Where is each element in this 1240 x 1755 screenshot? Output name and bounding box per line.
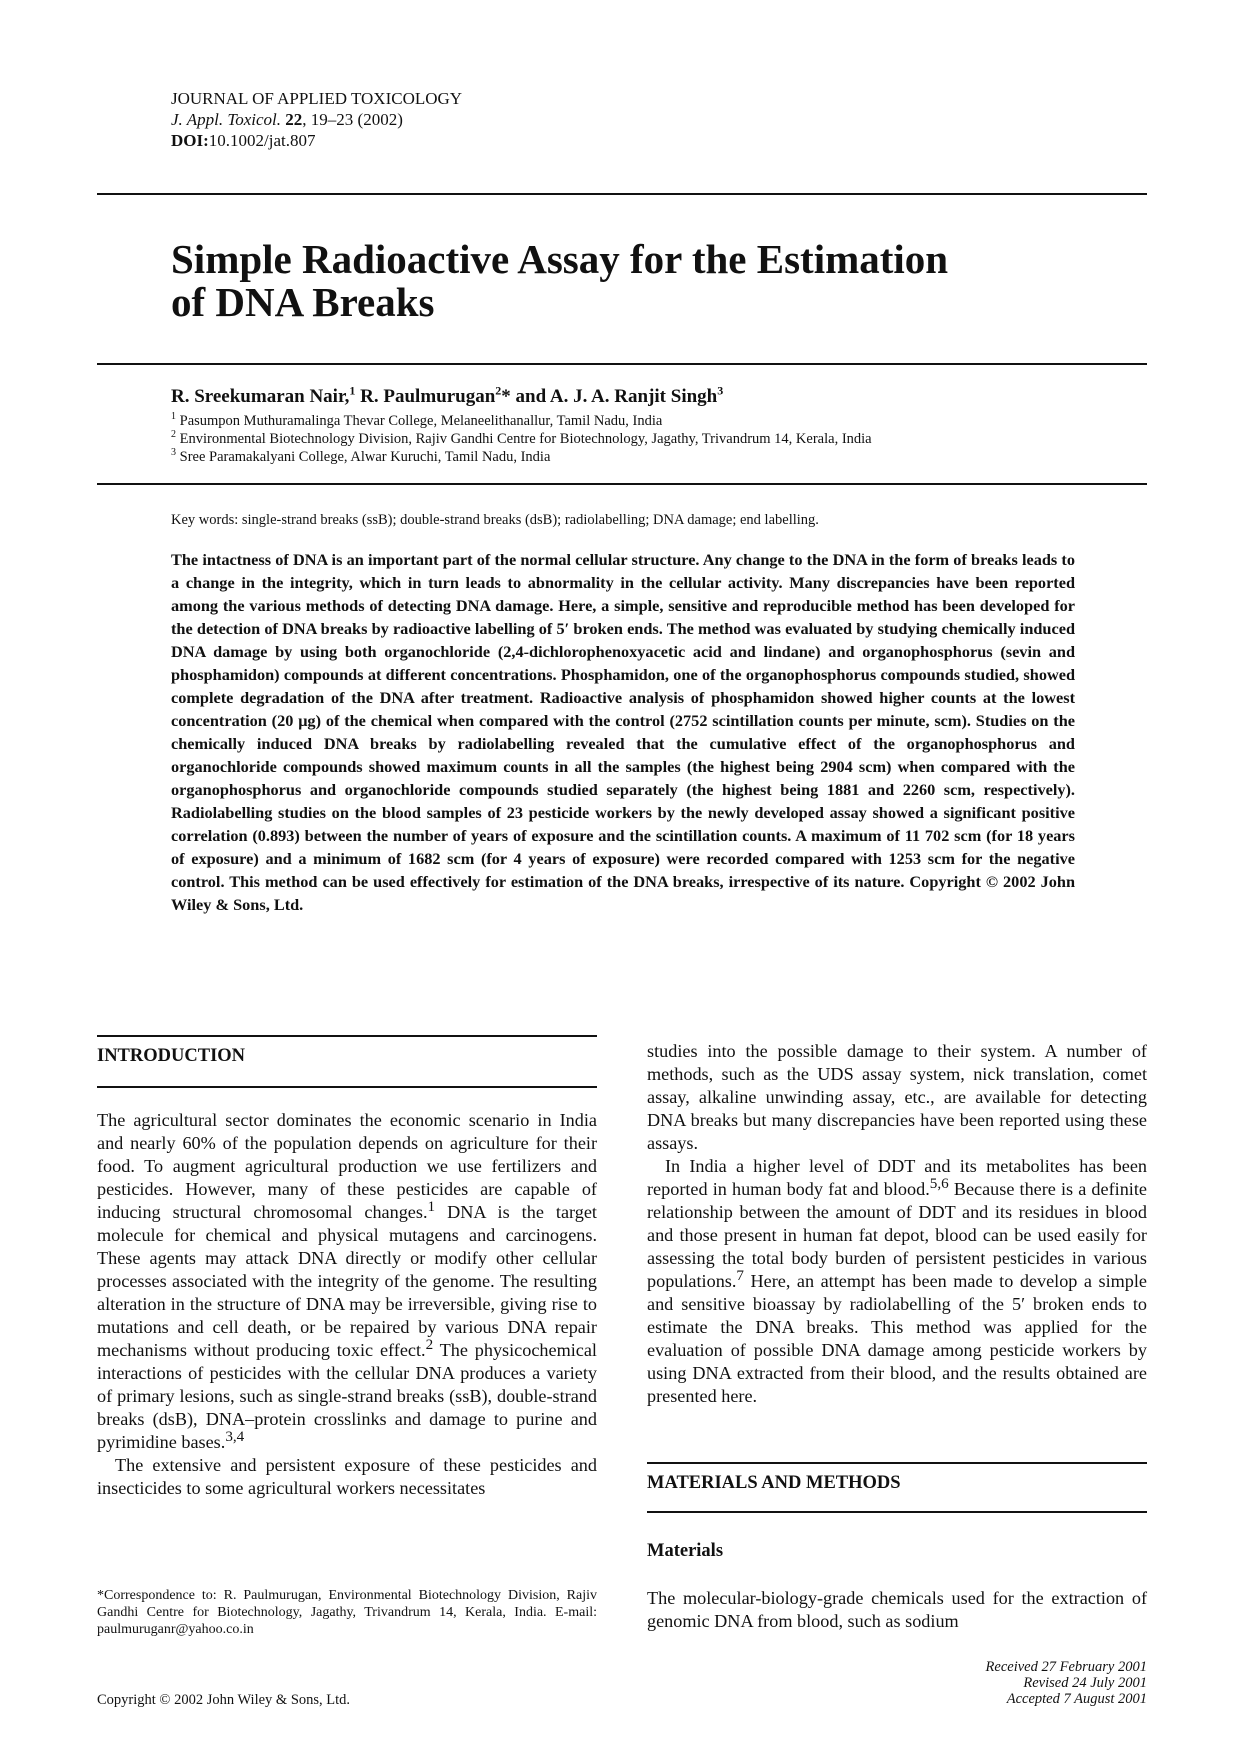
materials-heading: Materials — [647, 1541, 724, 1561]
methods-rule-top — [647, 1462, 1147, 1464]
materials-paragraph: The molecular-biology-grade chemicals used for the extraction of genomic DNA from blood, such as sodium — [647, 1588, 1147, 1631]
author-name: R. Paulmurugan — [355, 386, 496, 407]
introduction-heading: INTRODUCTION — [97, 1046, 246, 1066]
journal-doi: DOI:10.1002/jat.807 — [171, 131, 316, 150]
intro-paragraph-1: The agricultural sector dominates the economic scenario in India and nearly 60% of the population depends on agriculture for their food. To augment agricultural production we use fertilizers and pesticides. However, many of these pesticides are capable of inducing structural chromosomal changes.$^1$ DNA is the target molecule for chemical and physical mutagens and carcinogens. These agents may attack DNA directly or modify other cellular processes associated with the integrity of the genome. The resulting alteration in the structure of DNA may be irreversible, giving rise to mutations and cell death, or be repaired by various DNA repair mechanisms without producing toxic effect.$^2$ The physicochemical interactions of pesticides with the cellular DNA produces a variety of primary lesions, such as single-strand breaks (ssB), double-strand breaks (dsB), DNA–protein crosslinks and damage to purine and pyrimidine bases.$^{3,4}$ — [97, 1110, 597, 1452]
title-rule — [97, 363, 1147, 365]
revised-date: Revised 24 July 2001 — [1023, 1675, 1147, 1691]
received-date: Received 27 February 2001 — [985, 1659, 1147, 1675]
author-name: R. Sreekumaran Nair, — [171, 386, 350, 407]
abstract: The intactness of DNA is an important part of the normal cellular structure. Any change to the DNA in the form of breaks leads to a change in the integrity, which in turn leads to abnormality in the cellular activity. Many discrepancies have been reported among the various methods of detecting DNA damage. Here, a simple, sensitive and reproducible method has been developed for the detection of DNA breaks by radioactive labelling of 5′ broken ends. The method was evaluated by studying chemically induced DNA damage by using both organochloride (2,4-dichlorophenoxyacetic acid and lindane) and organophosphorus (sevin and phosphamidon) compounds at different concentrations. Phosphamidon, one of the organophosphorus compounds studied, showed complete degradation of the DNA after treatment. Radioactive analysis of phosphamidon showed higher counts at the lowest concentration (20 μg) of the chemical when compared with the control (2752 scintillation counts per minute, scm). Studies on the chemically induced DNA breaks by radiolabelling revealed that the cumulative effect of the organophosphorus and organochloride compounds showed maximum counts in all the samples (the highest being 2904 scm) when compared with the organophosphorus and organochloride compounds studied separately (the highest being 1881 and 2260 scm, respectively). Radiolabelling studies on the blood samples of 23 pesticide workers by the newly developed assay showed a significant positive correlation (0.893) between the number of years of exposure and the scintillation counts. A maximum of 11 702 scm (for 18 years of exposure) and a minimum of 1682 scm (for 4 years of exposure) were recorded compared with 1253 scm for the negative control. This method can be used effectively for estimation of the DNA breaks, irrespective of its nature. Copyright © 2002 John Wiley & Sons, Ltd. — [171, 550, 1075, 914]
right-paragraph-1: studies into the possible damage to their system. A number of methods, such as the UDS assay system, nick translation, comet assay, alkaline unwinding assay, etc., are available for detecting DNA breaks but many discrepancies have been reported using these assays. — [647, 1041, 1147, 1153]
keywords: Key words: single-strand breaks (ssB); double-strand breaks (dsB); radiolabelling; DNA damage; end labelling. — [171, 512, 819, 528]
paper-title: Simple Radioactive Assay for the Estimation of DNA Breaks — [171, 236, 949, 325]
affiliation-1: $^1$ Pasumpon Muthuramalinga Thevar College, Melaneelithanallur, Tamil Nadu, India — [171, 411, 663, 429]
intro-paragraph-2: The extensive and persistent exposure of these pesticides and insecticides to some agricultural workers necessitates — [97, 1455, 597, 1498]
affiliation-2: $^2$ Environmental Biotechnology Division, Rajiv Gandhi Centre for Biotechnology, Jagathy, Trivandrum 14, Kerala, India — [171, 429, 872, 447]
affiliation-rule — [97, 483, 1147, 485]
right-column-body — [647, 1040, 1147, 1408]
correspondence-footnote: *Correspondence to: R. Paulmurugan, Environmental Biotechnology Division, Rajiv Gandhi Centre for Biotechnology, Jagathy, Trivandrum 14, Kerala, India. E-mail: paulmuruganr@yahoo.co.in — [97, 1588, 597, 1637]
right-paragraph-2: In India a higher level of DDT and its metabolites has been reported in human body fat and blood.$^{5,6}$ Because there is a definite relationship between the amount of DDT and its residues in blood and those present in human fat depot, blood can be used easily for assessing the total body burden of persistent pesticides in various populations.$^7$ Here, an attempt has been made to develop a simple and sensitive bioassay by radiolabelling of the 5′ broken ends to estimate the DNA breaks. This method was applied for the evaluation of possible DNA damage among pesticide workers by using DNA extracted from their blood, and the results obtained are presented here. — [647, 1156, 1147, 1406]
journal-citation: J. Appl. Toxicol. 22, 19–23 (2002) — [171, 110, 403, 129]
accepted-date: Accepted 7 August 2001 — [1006, 1691, 1147, 1707]
materials-body — [647, 1587, 1147, 1633]
methods-rule-bottom — [647, 1511, 1147, 1513]
intro-rule-top — [97, 1035, 597, 1037]
intro-rule-bottom — [97, 1086, 597, 1088]
journal-header — [171, 88, 462, 151]
header-rule — [97, 193, 1147, 195]
methods-heading: MATERIALS AND METHODS — [647, 1473, 901, 1493]
affiliation-3: $^3$ Sree Paramakalyani College, Alwar Kuruchi, Tamil Nadu, India — [171, 447, 551, 465]
author-name: A. J. A. Ranjit Singh — [546, 386, 718, 407]
introduction-body — [97, 1109, 597, 1500]
copyright-notice: Copyright © 2002 John Wiley & Sons, Ltd. — [97, 1692, 351, 1708]
journal-name: JOURNAL OF APPLIED TOXICOLOGY — [171, 89, 463, 108]
submission-dates — [986, 1659, 1147, 1707]
author-list: R. Sreekumaran Nair,$^1$ R. Paulmurugan$^2$* and A. J. A. Ranjit Singh$^3$ — [171, 383, 724, 407]
